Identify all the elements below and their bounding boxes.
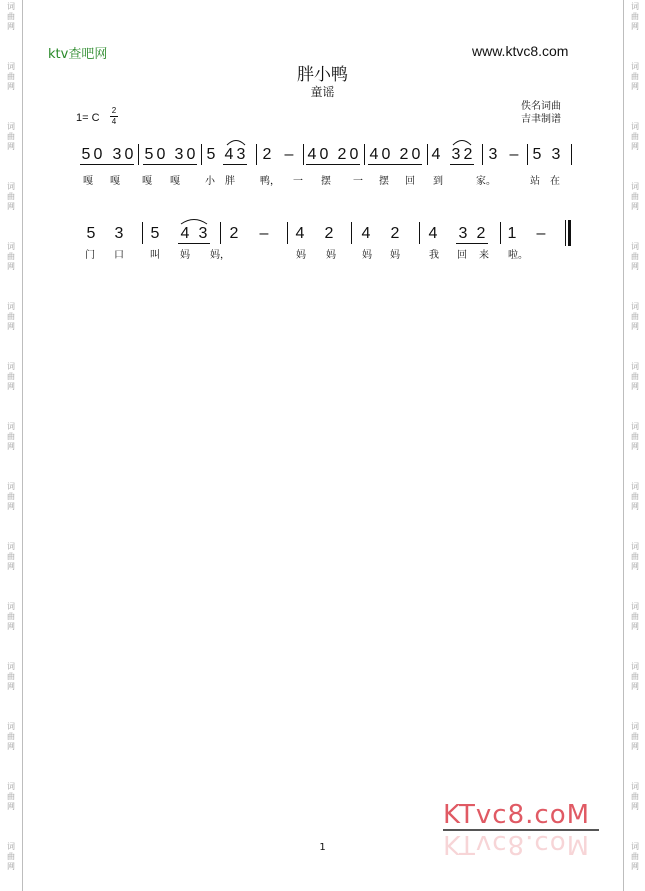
lyric: 叫 (150, 250, 160, 261)
barline (138, 144, 139, 165)
watermark-char: 词 (631, 842, 639, 851)
lyric: 回 (405, 176, 415, 187)
watermark-char: 词 (631, 302, 639, 311)
note: 2 (229, 225, 239, 242)
watermark-char: 曲 (631, 132, 639, 141)
lyric: 鸭， (260, 176, 280, 187)
watermark-group (628, 422, 642, 452)
watermark-group (628, 2, 642, 32)
slur-arc (452, 138, 472, 146)
lyric: 妈 (296, 250, 306, 261)
watermark-char: 曲 (631, 372, 639, 381)
watermark-char: 曲 (631, 432, 639, 441)
note: 3 (112, 146, 122, 163)
watermark-group (628, 782, 642, 812)
note: 3 (451, 146, 461, 163)
watermark-char: 词 (631, 602, 639, 611)
time-signature (110, 107, 118, 126)
note: 4 (361, 225, 371, 242)
note: 4 (295, 225, 305, 242)
watermark-group (4, 122, 18, 152)
watermark-char: 网 (631, 22, 639, 31)
note: 1 (507, 225, 517, 242)
watermark-char: 词 (631, 782, 639, 791)
watermark-char: 词 (7, 182, 15, 191)
lyric: 妈 (362, 250, 372, 261)
watermark-char: 网 (631, 742, 639, 751)
barline (427, 144, 428, 165)
final-barline-thin (565, 220, 566, 246)
note: 4 (224, 146, 234, 163)
note: 2 (262, 146, 272, 163)
watermark-char: 网 (7, 322, 15, 331)
watermark-char: 词 (631, 62, 639, 71)
note: 0 (349, 146, 359, 163)
watermark-char: 网 (631, 142, 639, 151)
lyric: 在 (550, 176, 560, 187)
watermark-char: 网 (631, 202, 639, 211)
watermark-char: 曲 (7, 492, 15, 501)
watermark-group (4, 2, 18, 32)
watermark-char: 网 (631, 82, 639, 91)
watermark-char: 曲 (631, 192, 639, 201)
watermark-char: 词 (7, 602, 15, 611)
watermark-char: 词 (631, 122, 639, 131)
watermark-char: 网 (7, 22, 15, 31)
lyric: 到 (433, 176, 443, 187)
lyric: 妈 (180, 250, 190, 261)
barline (482, 144, 483, 165)
watermark-char: 曲 (7, 372, 15, 381)
lyric: 啦。 (508, 250, 528, 261)
watermark-group (628, 482, 642, 512)
eighth-underline (80, 164, 134, 165)
watermark-char: 词 (7, 362, 15, 371)
watermark-group (628, 122, 642, 152)
lyric: 来 (479, 250, 489, 261)
watermark-char: 曲 (7, 72, 15, 81)
watermark-char: 网 (7, 202, 15, 211)
watermark-char: 网 (7, 502, 15, 511)
watermark-char: 曲 (631, 792, 639, 801)
watermark-char: 词 (631, 482, 639, 491)
lyric: 小 (205, 176, 215, 187)
watermark-char: 曲 (7, 192, 15, 201)
watermark-char: 网 (7, 562, 15, 571)
time-sig-top: 2 (111, 106, 117, 115)
watermark-char: 词 (7, 842, 15, 851)
watermark-group (4, 242, 18, 272)
watermark-char: 曲 (7, 552, 15, 561)
watermark-char: 网 (631, 502, 639, 511)
watermark-char: 曲 (631, 852, 639, 861)
watermark-group (4, 422, 18, 452)
watermark-char: 词 (7, 62, 15, 71)
barline (527, 144, 528, 165)
watermark-group (628, 302, 642, 332)
watermark-group (4, 302, 18, 332)
key-signature: 1= C (76, 112, 100, 124)
note: 3 (551, 146, 561, 163)
note: 4 (307, 146, 317, 163)
note: 0 (93, 146, 103, 163)
watermark-char: 网 (7, 442, 15, 451)
note: 0 (411, 146, 421, 163)
song-subtitle: 童谣 (310, 85, 335, 99)
note: 2 (337, 146, 347, 163)
watermark-group (4, 362, 18, 392)
watermark-char: 曲 (631, 72, 639, 81)
watermark-char: 词 (631, 182, 639, 191)
watermark-char: 网 (631, 262, 639, 271)
watermark-group (628, 362, 642, 392)
watermark-group (628, 242, 642, 272)
eighth-underline (456, 243, 488, 244)
note: 2 (324, 225, 334, 242)
watermark-group (628, 182, 642, 212)
watermark-char: 网 (7, 742, 15, 751)
watermark-group (4, 482, 18, 512)
watermark-group (628, 602, 642, 632)
watermark-char: 曲 (7, 852, 15, 861)
watermark-group (628, 662, 642, 692)
watermark-char: 词 (631, 542, 639, 551)
barline (500, 222, 501, 244)
watermark-char: 词 (7, 542, 15, 551)
watermark-group (628, 542, 642, 572)
note: 0 (186, 146, 196, 163)
watermark-char: 曲 (631, 612, 639, 621)
note: 4 (431, 146, 441, 163)
watermark-char: 曲 (631, 672, 639, 681)
watermark-char: 网 (7, 382, 15, 391)
watermark-char: 词 (7, 2, 15, 11)
watermark-char: 网 (631, 442, 639, 451)
watermark-char: 网 (7, 622, 15, 631)
final-barline-thick (568, 220, 571, 246)
song-title: 胖小鸭 (297, 65, 348, 85)
watermark-char: 词 (631, 722, 639, 731)
lyric: 我 (429, 250, 439, 261)
note: 5 (532, 146, 542, 163)
lyric: 嘎 (83, 176, 93, 187)
note: – (284, 146, 294, 163)
watermark-char: 网 (7, 862, 15, 871)
watermark-char: 曲 (631, 312, 639, 321)
note: 3 (114, 225, 124, 242)
watermark-char: 网 (7, 682, 15, 691)
watermark-char: 网 (631, 862, 639, 871)
watermark-char: 曲 (7, 12, 15, 21)
lyric: 妈 (326, 250, 336, 261)
note: – (259, 225, 269, 242)
watermark-char: 词 (631, 2, 639, 11)
watermark-char: 词 (7, 482, 15, 491)
credit-arranger: 吉聿制谱 (521, 114, 561, 125)
watermark-char: 曲 (7, 252, 15, 261)
note: 5 (150, 225, 160, 242)
credit-composer: 佚名词曲 (521, 101, 561, 112)
barline (351, 222, 352, 244)
barline (364, 144, 365, 165)
lyric: 妈， (210, 250, 230, 261)
watermark-char: 曲 (631, 732, 639, 741)
watermark-char: 曲 (7, 732, 15, 741)
note: 2 (476, 225, 486, 242)
watermark-char: 曲 (631, 492, 639, 501)
note: 3 (488, 146, 498, 163)
note: 4 (428, 225, 438, 242)
left-margin-line (22, 0, 23, 891)
note: 2 (399, 146, 409, 163)
watermark-char: 词 (7, 722, 15, 731)
site-url-right: www.ktvc8.com (472, 43, 569, 59)
lyric: 站 (530, 176, 540, 187)
watermark-char: 词 (631, 662, 639, 671)
note: 0 (156, 146, 166, 163)
lyric: 妈 (390, 250, 400, 261)
note: 5 (81, 146, 91, 163)
watermark-char: 网 (7, 262, 15, 271)
barline (303, 144, 304, 165)
watermark-char: 词 (7, 302, 15, 311)
slur-arc (180, 217, 208, 225)
watermark-char: 词 (631, 242, 639, 251)
note: 4 (369, 146, 379, 163)
watermark-char: 词 (7, 422, 15, 431)
watermark-char: 曲 (7, 432, 15, 441)
note: 2 (463, 146, 473, 163)
eighth-underline (306, 164, 360, 165)
watermark-char: 网 (7, 802, 15, 811)
lyric: 家。 (476, 176, 496, 187)
note: 0 (319, 146, 329, 163)
watermark-char: 曲 (631, 552, 639, 561)
watermark-char: 词 (7, 242, 15, 251)
note: 0 (124, 146, 134, 163)
lyric: 门 (85, 250, 95, 261)
eighth-underline (178, 243, 210, 244)
note: 3 (236, 146, 246, 163)
slur-arc (226, 138, 246, 146)
note: 3 (174, 146, 184, 163)
watermark-group (4, 602, 18, 632)
eighth-underline (143, 164, 197, 165)
watermark-char: 网 (631, 322, 639, 331)
watermark-group (628, 722, 642, 752)
watermark-group (4, 662, 18, 692)
watermark-char: 曲 (631, 252, 639, 261)
watermark-char: 词 (631, 422, 639, 431)
watermark-char: 曲 (7, 792, 15, 801)
watermark-char: 网 (631, 622, 639, 631)
note: – (509, 146, 519, 163)
page-number: 1 (319, 842, 326, 853)
lyric: 一 (293, 176, 303, 187)
watermark-char: 网 (631, 382, 639, 391)
lyric: 嘎 (142, 176, 152, 187)
eighth-underline (450, 164, 474, 165)
watermark-char: 网 (631, 682, 639, 691)
lyric: 摆 (379, 176, 389, 187)
note: 0 (381, 146, 391, 163)
watermark-group (4, 722, 18, 752)
site-logo-reflection: KTvc8.coM (443, 829, 591, 859)
watermark-group (4, 782, 18, 812)
note: 4 (180, 225, 190, 242)
lyric: 胖 (225, 176, 235, 187)
watermark-char: 曲 (7, 312, 15, 321)
watermark-char: 曲 (7, 672, 15, 681)
watermark-char: 网 (631, 562, 639, 571)
eighth-underline (223, 164, 247, 165)
note: 5 (86, 225, 96, 242)
barline (419, 222, 420, 244)
barline (571, 144, 572, 165)
site-name-left: ktv查吧网 (48, 47, 108, 62)
lyric: 口 (114, 250, 124, 261)
watermark-char: 曲 (7, 132, 15, 141)
watermark-char: 词 (631, 362, 639, 371)
note: 5 (206, 146, 216, 163)
watermark-group (4, 182, 18, 212)
watermark-char: 词 (7, 122, 15, 131)
watermark-char: 词 (7, 782, 15, 791)
watermark-char: 网 (631, 802, 639, 811)
note: 3 (198, 225, 208, 242)
barline (220, 222, 221, 244)
watermark-char: 曲 (631, 12, 639, 21)
note: 5 (144, 146, 154, 163)
note: 2 (390, 225, 400, 242)
lyric: 嘎 (170, 176, 180, 187)
barline (256, 144, 257, 165)
note: – (536, 225, 546, 242)
watermark-group (4, 542, 18, 572)
lyric: 一 (353, 176, 363, 187)
watermark-char: 网 (7, 142, 15, 151)
lyric: 回 (457, 250, 467, 261)
lyric: 摆 (321, 176, 331, 187)
watermark-char: 网 (7, 82, 15, 91)
barline (201, 144, 202, 165)
barline (287, 222, 288, 244)
site-logo: KTvc8.coM (443, 800, 591, 830)
barline (142, 222, 143, 244)
watermark-char: 词 (7, 662, 15, 671)
note: 3 (458, 225, 468, 242)
right-margin-line (623, 0, 624, 891)
time-sig-bottom: 4 (111, 117, 117, 126)
lyric: 嘎 (110, 176, 120, 187)
eighth-underline (368, 164, 422, 165)
credits (521, 100, 561, 126)
watermark-char: 曲 (7, 612, 15, 621)
